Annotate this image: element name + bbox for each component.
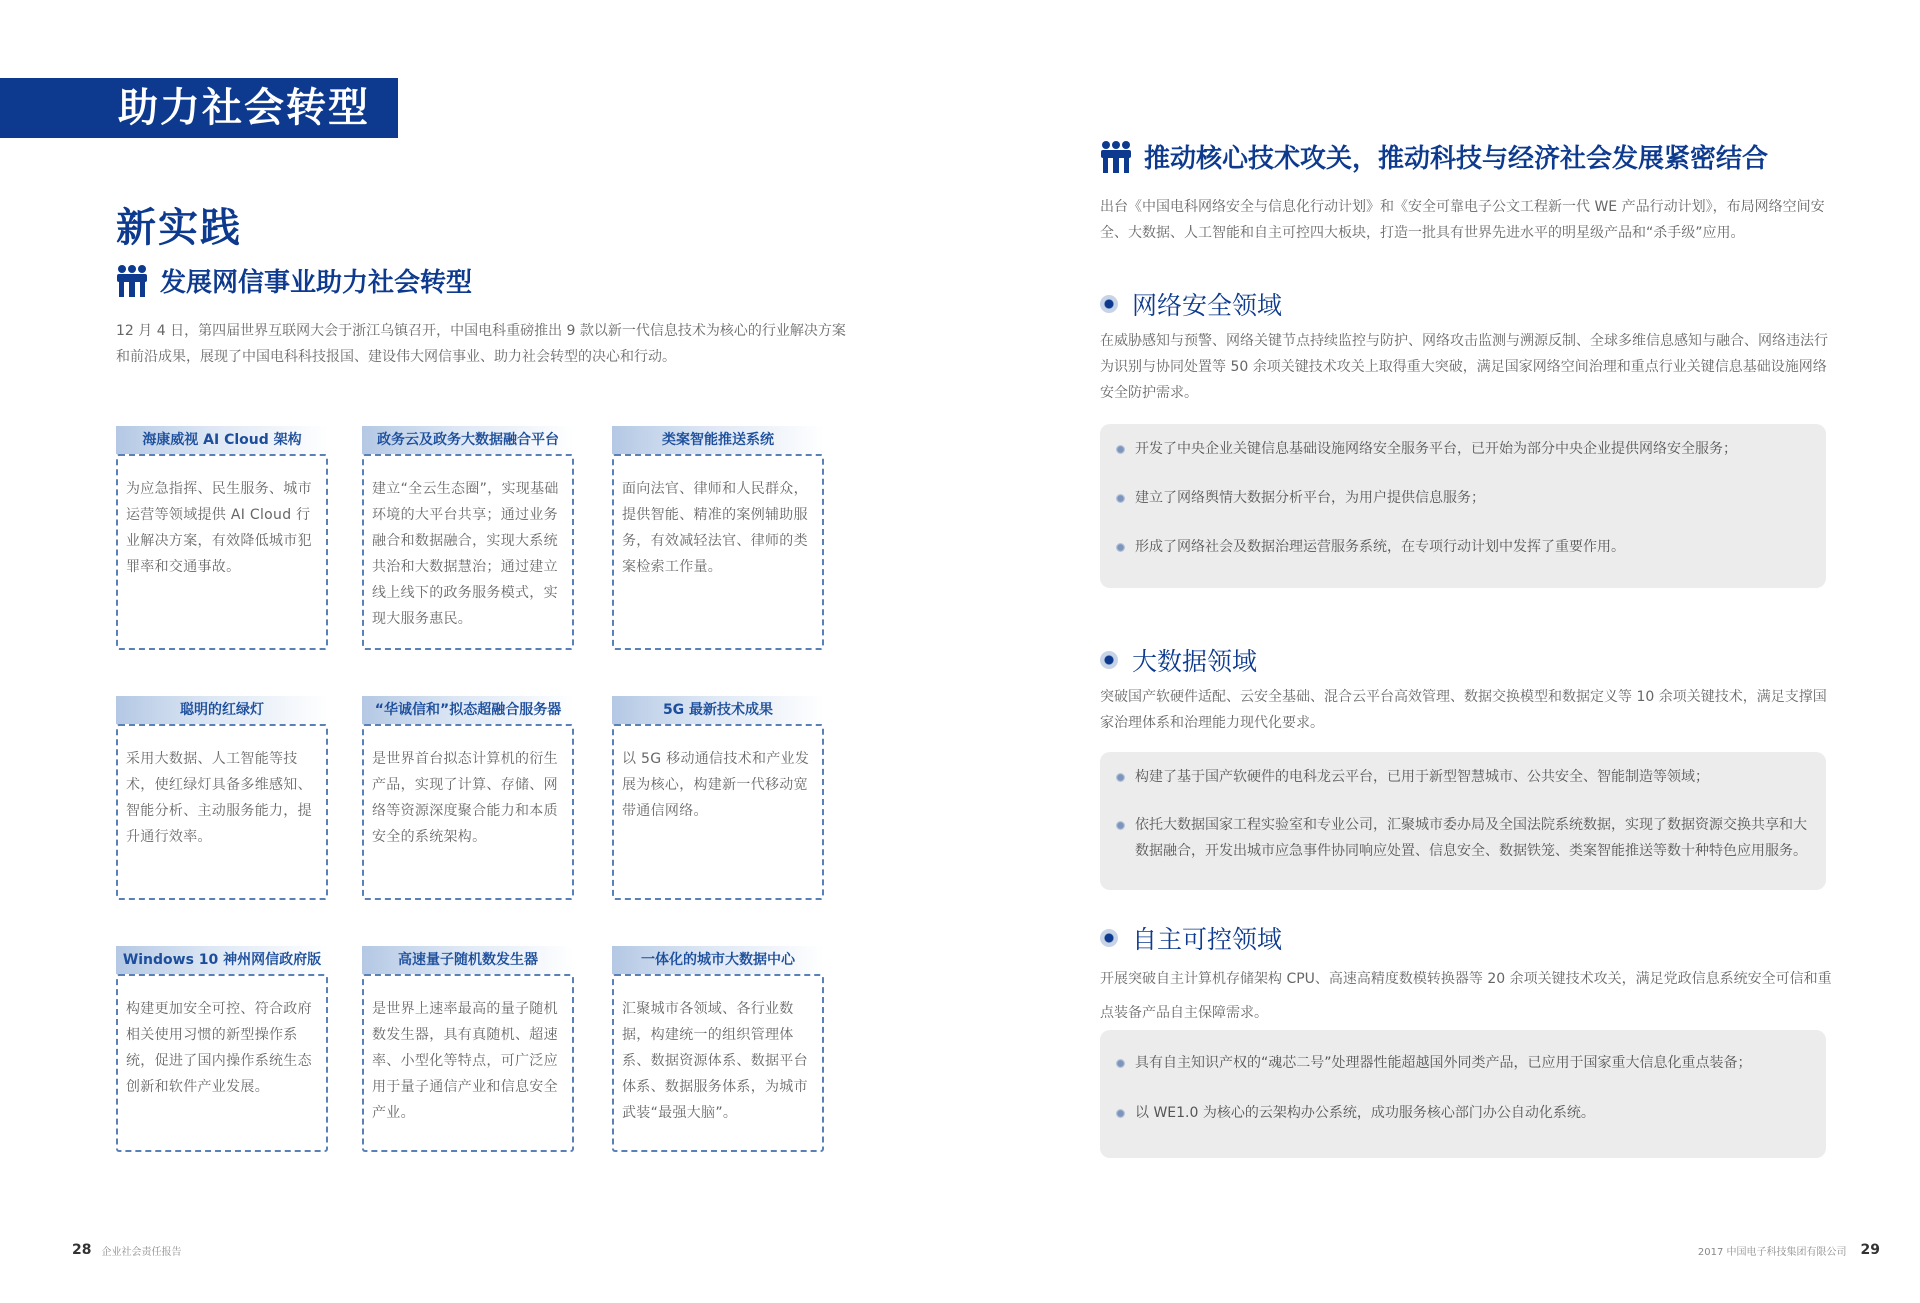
footer-label-right: 2017 中国电子科技集团有限公司 <box>1697 1246 1847 1258</box>
bullet-item <box>1116 764 1810 790</box>
card-body: 是世界上速率最高的量子随机数发生器，具有真随机、超速率、小型化等特点，可广泛应用于量子通信产业和信息安全产业。 <box>362 974 574 1152</box>
page-number-right: 29 <box>1860 1242 1880 1258</box>
domain-heading <box>1100 920 1282 956</box>
solution-card <box>116 946 328 1152</box>
card-title: “华诚信和”拟态超融合服务器 <box>362 696 574 724</box>
card-title: 政务云及政务大数据融合平台 <box>362 426 574 454</box>
right-intro-paragraph: 出台《中国电科网络安全与信息化行动计划》和《安全可靠电子公文工程新一代 WE 产品行动计划》，布局网络空间安全、大数据、人工智能和自主可控四大板块，打造一批具有世界先进水平的明星级产品和“杀手级”应用。 <box>1100 199 1825 241</box>
bullet-text: 具有自主知识产权的“魂芯二号”处理器性能超越国外同类产品，已应用于国家重大信息化重点装备； <box>1135 1055 1752 1071</box>
solution-card <box>362 426 574 650</box>
solution-card <box>116 426 328 650</box>
card-title: 类案智能推送系统 <box>612 426 824 454</box>
bullet-item <box>1116 485 1810 511</box>
bullet-circle-icon <box>1100 651 1118 669</box>
people-group-icon <box>1100 140 1132 174</box>
bullet-item <box>1116 1100 1810 1126</box>
bullet-item <box>1116 1050 1810 1076</box>
card-body: 为应急指挥、民生服务、城市运营等领域提供 AI Cloud 行业解决方案，有效降低城市犯罪率和交通事故。 <box>116 454 328 650</box>
bullet-dot-icon <box>1116 1109 1125 1118</box>
bullet-dot-icon <box>1116 1059 1125 1068</box>
domain-description: 在威胁感知与预警、网络关键节点持续监控与防护、网络攻击监测与溯源反制、全球多维信息感知与融合、网络违法行为识别与协同处置等 50 余项关键技术攻关上取得重大突破，满足国家网络空间治理和重点行业关键信息基础设施网络安全防护需求。 <box>1100 333 1828 401</box>
bullet-dot-icon <box>1116 445 1125 454</box>
bullet-text: 以 WE1.0 为核心的云架构办公系统，成功服务核心部门办公自动化系统。 <box>1135 1105 1595 1121</box>
card-title: Windows 10 神州网信政府版 <box>116 946 328 974</box>
solution-card <box>612 696 824 900</box>
bullet-text: 形成了网络社会及数据治理运营服务系统，在专项行动计划中发挥了重要作用。 <box>1135 539 1625 555</box>
card-body: 构建更加安全可控、符合政府相关使用习惯的新型操作系统，促进了国内操作系统生态创新和软件产业发展。 <box>116 974 328 1152</box>
card-body: 建立“全云生态圈”，实现基础环境的大平台共享；通过业务融合和数据融合，实现大系统共治和大数据慧治；通过建立线上线下的政务服务模式，实现大服务惠民。 <box>362 454 574 650</box>
domain-description: 开展突破自主计算机存储架构 CPU、高速高精度数模转换器等 20 余项关键技术攻关，满足党政信息系统安全可信和重点装备产品自主保障需求。 <box>1100 971 1832 1021</box>
domain-title: 大数据领域 <box>1132 647 1258 676</box>
solution-card <box>612 426 824 650</box>
card-body: 面向法官、律师和人民群众，提供智能、精准的案例辅助服务，有效减轻法官、律师的类案检索工作量。 <box>612 454 824 650</box>
solution-card <box>116 696 328 900</box>
bullet-text: 建立了网络舆情大数据分析平台，为用户提供信息服务； <box>1135 490 1485 506</box>
domain-bullet-box <box>1100 424 1826 588</box>
intro-paragraph: 12 月 4 日，第四届世界互联网大会于浙江乌镇召开，中国电科重磅推出 9 款以新一代信息技术为核心的行业解决方案和前沿成果，展现了中国电科科技报国、建设伟大网信事业、助力社会转型的决心和行动。 <box>116 323 846 365</box>
bullet-text: 开发了中央企业关键信息基础设施网络安全服务平台，已开始为部分中央企业提供网络安全服务； <box>1135 441 1737 457</box>
domain-title: 自主可控领域 <box>1132 925 1283 954</box>
domain-title: 网络安全领域 <box>1132 291 1283 320</box>
bullet-text: 依托大数据国家工程实验室和专业公司，汇聚城市委办局及全国法院系统数据，实现了数据资源交换共享和大数据融合，开发出城市应急事件协同响应处置、信息安全、数据铁笼、类案智能推送等数十种特色应用服务。 <box>1135 817 1807 859</box>
card-title: 5G 最新技术成果 <box>612 696 824 724</box>
card-title: 聪明的红绿灯 <box>116 696 328 724</box>
solution-card <box>612 946 824 1152</box>
card-body: 以 5G 移动通信技术和产业发展为核心，构建新一代移动宽带通信网络。 <box>612 724 824 900</box>
sub-heading-left <box>116 262 472 299</box>
bullet-circle-icon <box>1100 295 1118 313</box>
sub-heading-right-text: 推动核心技术攻关，推动科技与经济社会发展紧密结合 <box>1144 144 1769 174</box>
people-group-icon <box>116 264 148 298</box>
card-title: 海康威视 AI Cloud 架构 <box>116 426 328 454</box>
bullet-dot-icon <box>1116 773 1125 782</box>
card-body: 汇聚城市各领域、各行业数据，构建统一的组织管理体系、数据资源体系、数据平台体系、数据服务体系，为城市武装“最强大脑”。 <box>612 974 824 1152</box>
card-title: 一体化的城市大数据中心 <box>612 946 824 974</box>
footer-left <box>72 1242 181 1258</box>
bullet-item <box>1116 812 1810 864</box>
footer-right <box>1698 1242 1880 1258</box>
bullet-circle-icon <box>1100 929 1118 947</box>
bullet-text: 构建了基于国产软硬件的电科龙云平台，已用于新型智慧城市、公共安全、智能制造等领域； <box>1135 769 1709 785</box>
bullet-dot-icon <box>1116 543 1125 552</box>
domain-bullet-box <box>1100 1030 1826 1158</box>
bullet-item <box>1116 436 1810 462</box>
bullet-dot-icon <box>1116 821 1125 830</box>
solution-card <box>362 946 574 1152</box>
solution-card <box>362 696 574 900</box>
section-banner: 助力社会转型 <box>0 78 398 138</box>
page-number-left: 28 <box>72 1242 92 1258</box>
domain-heading <box>1100 286 1282 322</box>
domain-description: 突破国产软硬件适配、云安全基础、混合云平台高效管理、数据交换模型和数据定义等 10 余项关键技术，满足支撑国家治理体系和治理能力现代化要求。 <box>1100 689 1827 731</box>
domain-bullet-box <box>1100 752 1826 890</box>
bullet-item <box>1116 534 1810 560</box>
page-title: 新实践 <box>116 205 242 251</box>
card-title: 高速量子随机数发生器 <box>362 946 574 974</box>
sub-heading-right <box>1100 138 1768 175</box>
domain-heading <box>1100 642 1257 678</box>
card-body: 采用大数据、人工智能等技术，使红绿灯具备多维感知、智能分析、主动服务能力，提升通行效率。 <box>116 724 328 900</box>
bullet-dot-icon <box>1116 494 1125 503</box>
footer-label-left: 企业社会责任报告 <box>101 1246 182 1258</box>
sub-heading-left-text: 发展网信事业助力社会转型 <box>160 268 473 298</box>
card-body: 是世界首台拟态计算机的衍生产品，实现了计算、存储、网络等资源深度聚合能力和本质安全的系统架构。 <box>362 724 574 900</box>
